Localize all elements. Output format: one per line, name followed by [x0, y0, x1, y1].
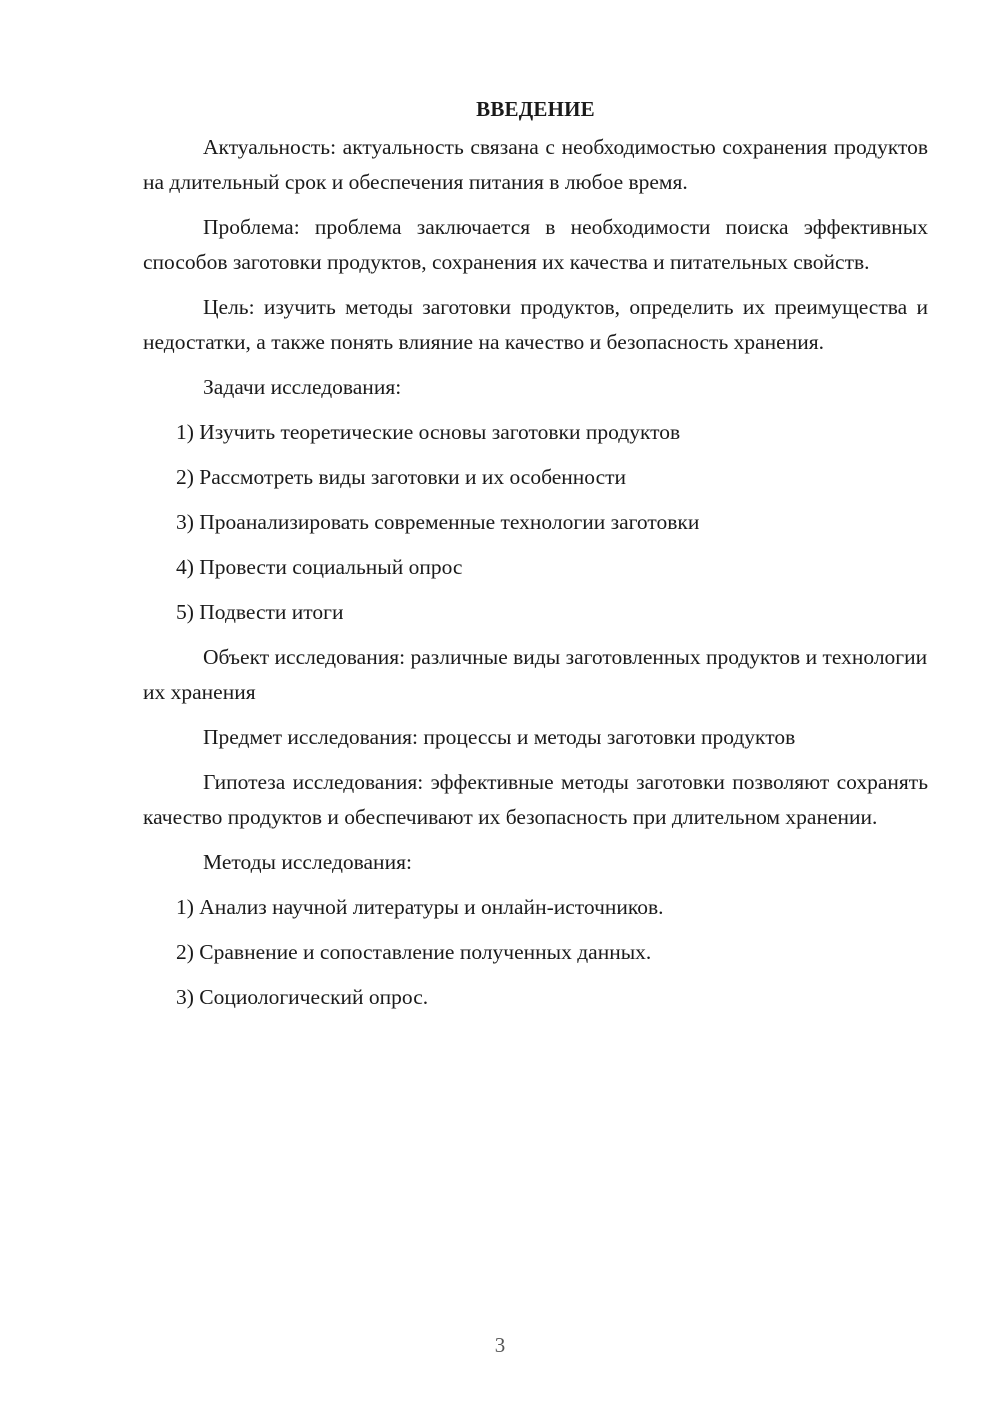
task-item: 2) Рассмотреть виды заготовки и их особенности [176, 465, 627, 489]
method-item: 2) Сравнение и сопоставление полученных данных. [176, 940, 652, 964]
task-item: 1) Изучить теоретические основы заготовки продуктов [176, 420, 681, 444]
document-page [143, 92, 928, 1025]
object-paragraph: Объект исследования: различные виды заготовленных продуктов и технологии их хранения [143, 645, 928, 704]
goal-paragraph: Цель: изучить методы заготовки продуктов, определить их преимущества и недостатки, а также понять влияние на качество и безопасность хранения. [143, 295, 928, 354]
methods-label: Методы исследования: [203, 850, 412, 874]
section-heading: ВВЕДЕНИЕ [476, 97, 595, 121]
problem-paragraph: Проблема: проблема заключается в необходимости поиска эффективных способов заготовки продуктов, сохранения их качества и питательных свойств. [143, 215, 928, 274]
tasks-label: Задачи исследования: [203, 375, 402, 399]
hypothesis-paragraph: Гипотеза исследования: эффективные методы заготовки позволяют сохранять качество продуктов и обеспечивают их безопасность при длительном хранении. [143, 770, 928, 829]
relevance-paragraph: Актуальность: актуальность связана с необходимостью сохранения продуктов на длительный срок и обеспечения питания в любое время. [143, 135, 928, 194]
task-item: 5) Подвести итоги [176, 600, 344, 624]
task-item: 4) Провести социальный опрос [176, 555, 463, 579]
method-item: 1) Анализ научной литературы и онлайн-источников. [176, 895, 664, 919]
page-number: 3 [494, 1333, 506, 1357]
subject-paragraph: Предмет исследования: процессы и методы заготовки продуктов [203, 725, 796, 749]
task-item: 3) Проанализировать современные технологии заготовки [176, 510, 700, 534]
method-item: 3) Социологический опрос. [176, 985, 429, 1009]
